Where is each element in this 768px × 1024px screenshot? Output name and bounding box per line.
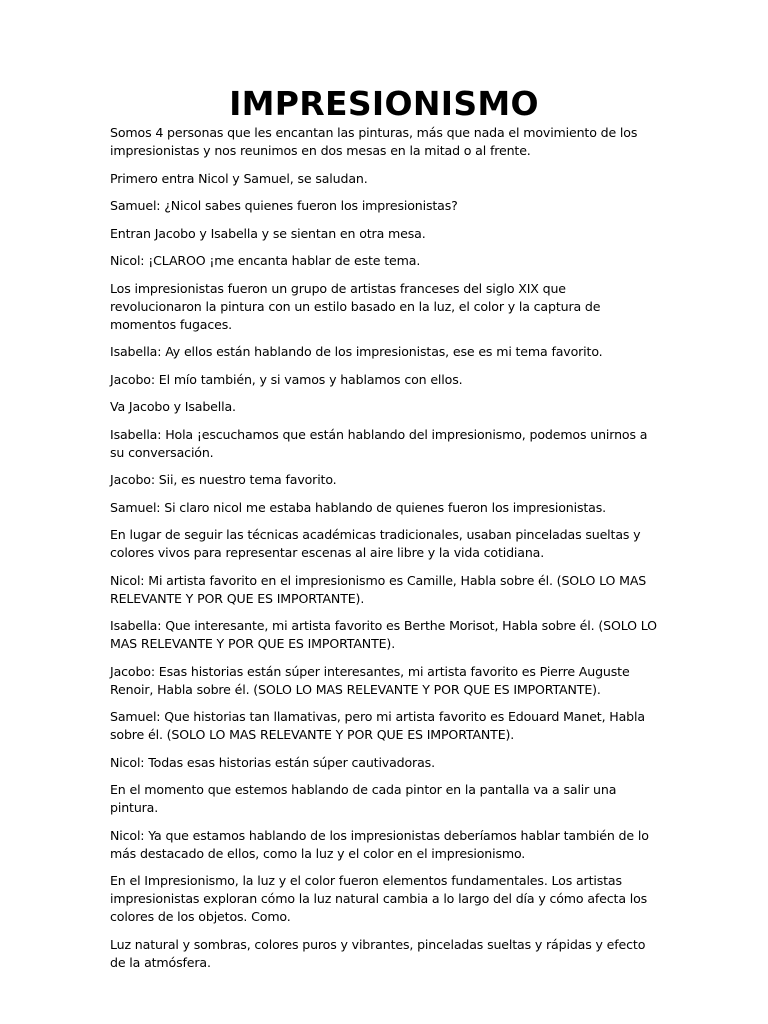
paragraph: En lugar de seguir las técnicas académicas tradicionales, usaban pinceladas sueltas y colores vivos para representar escenas al aire libre y la vida cotidiana. [110,527,641,560]
paragraph-intro: Somos 4 personas que les encantan las pinturas, más que nada el movimiento de los impresionistas y nos reunimos en dos mesas en la mitad o al frente. [110,125,638,158]
paragraph: En el Impresionismo, la luz y el color fueron elementos fundamentales. Los artistas impresionistas exploran cómo la luz natural cambia a lo largo del día y cómo afecta los colores de los objetos. Como. [110,873,648,924]
paragraph: Nicol: Ya que estamos hablando de los impresionistas deberíamos hablar también de lo más destacado de ellos, como la luz y el color en el impresionismo. [110,827,649,861]
paragraph: Isabella: Hola ¡escuchamos que están hablando del impresionismo, podemos unirnos a su conversación. [110,426,648,460]
paragraph: Los impresionistas fueron un grupo de artistas franceses del siglo XIX que revolucionaron la pintura con un estilo basado en la luz, el color y la captura de momentos fugaces. [110,280,601,332]
paragraph: Jacobo: El mío también, y si vamos y hablamos con ellos. [110,371,463,387]
paragraph: Va Jacobo y Isabella. [110,399,236,414]
document-title: IMPRESIONISMO [229,84,539,123]
paragraph: Isabella: Que interesante, mi artista favorito es Berthe Morisot, Habla sobre él. (SOLO LO MAS RELEVANTE Y POR QUE ES IMPORTANTE). [110,618,657,651]
paragraph: Nicol: ¡CLAROO ¡me encanta hablar de este tema. [110,253,421,268]
paragraph: En el momento que estemos hablando de cada pintor en la pantalla va a salir una pintura. [110,782,617,815]
document-body [110,124,658,981]
paragraph: Samuel: ¿Nicol sabes quienes fueron los impresionistas? [110,198,458,213]
paragraph: Jacobo: Esas historias están súper interesantes, mi artista favorito es Pierre Auguste Renoir, Habla sobre él. (SOLO LO MAS RELEVANTE Y POR QUE ES IMPORTANTE). [110,663,630,697]
paragraph: Nicol: Mi artista favorito en el impresionismo es Camille, Habla sobre él. (SOLO LO MAS RELEVANTE Y POR QUE ES IMPORTANTE). [110,572,647,606]
paragraph: Samuel: Que historias tan llamativas, pero mi artista favorito es Edouard Manet, Habla sobre él. (SOLO LO MAS RELEVANTE Y POR QUE ES IMPORTANTE). [110,709,645,742]
paragraph: Primero entra Nicol y Samuel, se saludan. [110,170,368,186]
paragraph: Luz natural y sombras, colores puros y vibrantes, pinceladas sueltas y rápidas y efecto de la atmósfera. [110,936,646,970]
paragraph: Samuel: Si claro nicol me estaba hablando de quienes fueron los impresionistas. [110,499,606,515]
paragraph: Nicol: Todas esas historias están súper cautivadoras. [110,754,435,770]
paragraph: Isabella: Ay ellos están hablando de los impresionistas, ese es mi tema favorito. [110,344,603,359]
paragraph: Jacobo: Sii, es nuestro tema favorito. [110,472,337,487]
paragraph: Entran Jacobo y Isabella y se sientan en otra mesa. [110,225,426,241]
